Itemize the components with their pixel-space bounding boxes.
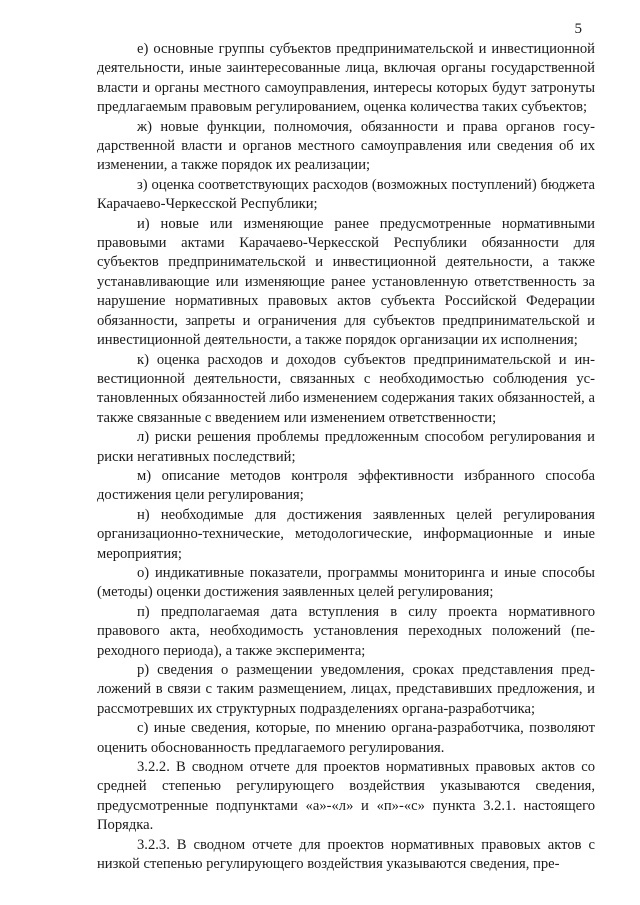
paragraph-z: з) оценка соответствующих расходов (возможных поступлений) бюджета Карачаево-Черкесской Республики;: [97, 176, 595, 213]
paragraph-r: р) сведения о размещении уведомления, сроках представления предложений в связи с таким размещением, лицах, представивших предложения, и рассмотревших их структурных подразделениях органа-разработчика;: [97, 662, 595, 717]
page-number: 5: [574, 21, 582, 37]
document-body: [97, 40, 595, 874]
paragraph-3-2-2: 3.2.2. В сводном отчете для проектов нормативных правовых актов со средней степенью регулирующего воздействия указываются сведения, предусмотренные подпунктами «а»-«л» и «п»-«с» пункта 3.2.1. настоящего Порядка.: [97, 759, 595, 834]
paragraph-k: к) оценка расходов и доходов субъектов предпринимательской и инвестиционной деятельности, связанных с необходимостью соблюдения установленных обязанностей либо изменением содержания таких обязанностей, а также связанные с введением или изменением ответственности;: [97, 351, 595, 426]
paragraph-l: л) риски решения проблемы предложенным способом регулирования и риски негативных последствий;: [97, 429, 595, 465]
paragraph-n: н) необходимые для достижения заявленных целей регулирования организационно-технические, методологические, информационные и иные мероприятия;: [97, 506, 595, 562]
paragraph-m: м) описание методов контроля эффективности избранного способа достижения цели регулирования;: [97, 467, 595, 504]
paragraph-p: п) предполагаемая дата вступления в силу проекта нормативного правового акта, необходимость установления переходных положений (переходного периода), а также эксперимента;: [97, 603, 595, 659]
paragraph-3-2-3: 3.2.3. В сводном отчете для проектов нормативных правовых актов с низкой степенью регулирующего воздействия указываются сведения, пре-: [97, 836, 595, 873]
paragraph-s: с) иные сведения, которые, по мнению органа-разработчика, позволяют оценить обоснованность предлагаемого регулирования.: [97, 720, 595, 756]
paragraph-e: е) основные группы субъектов предпринимательской и инвестиционной деятельности, иные заинтересованные лица, включая органы государственной власти и органы местного самоуправления, интересы которых будут затронуты предлагаемым правовым регулированием, оценка количества таких субъектов;: [97, 41, 595, 116]
paragraph-zh: ж) новые функции, полномочия, обязанности и права органов государственной власти и органов местного самоуправления или сведения об их изменении, а также порядок их реализации;: [97, 118, 595, 174]
paragraph-i: и) новые или изменяющие ранее предусмотренные нормативными правовыми актами Карачаево-Черкесской Республики обязанности для субъектов предпринимательской и инвестиционной деятельности, а также устанавливающие или изменяющие ранее установленную ответственность за нарушение нормативных правовых актов субъекта Российской Федерации обязанности, запреты и ограничения для субъектов предпринимательской и инвестиционной деятельности, а также порядок организации их исполнения;: [97, 215, 595, 349]
paragraph-o: о) индикативные показатели, программы мониторинга и иные способы (методы) оценки достижения заявленных целей регулирования;: [97, 564, 595, 601]
